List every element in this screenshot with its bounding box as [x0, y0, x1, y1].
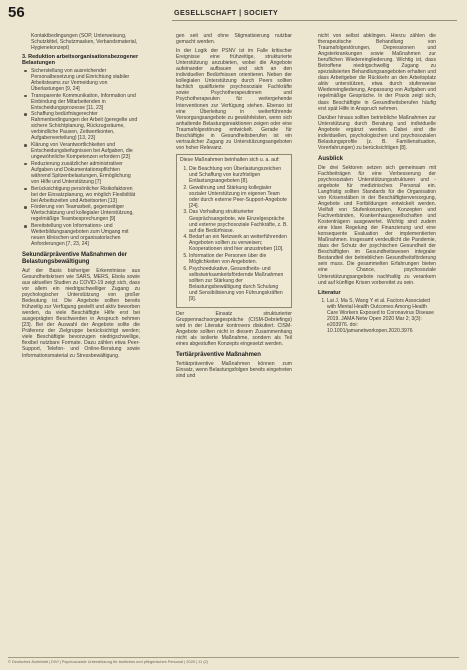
paragraph: Der Einsatz strukturierter Gruppennachsorgegespräche (CISM-Debriefings) wird in der Literatur kontrovers diskutiert. CISM-Angebote sollten nicht in diesem Zusammenhang nicht als isolierte Maßnahme, sondern als Teil eines abgestuften Konzepts eingesetzt werden. — [176, 310, 292, 348]
paragraph: Die drei Sektoren setzen sich gemeinsam mit Fachbeiträgen für eine Verbesserung der psychosozialen Unterstützungsstrukturen und -angebote für medizinisches Personal ein. Langfristig sollten Standards für die Organisation von Krisenstäben in der Beschäftigtenversorgung, Angebote und Fortbildungen entwickelt werden. Vielfalt von Stufenkonzepten, Konzepten und Fachverbänden, Krankenhausgesellschaften und Kostenträgern ausgewertet. Wichtig sind zudem eine klare Regelung der Finanzierung und eine konsequente Evaluation der implementierten Maßnahmen. Insgesamt verdeutlicht die Pandemie, dass der Schutz der psychischen Gesundheit der Beschäftigten im Gesundheitswesen integraler Bestandteil der betrieblichen Gesundheitsförderung sein muss. Die gesammelten Erfahrungen bieten eine Chance, psychosoziale Unterstützungsangebote nachhaltig zu verankern und auf künftige Krisen vorbereitet zu sein. — [318, 164, 436, 286]
heading-tertiary-prevention: Tertiärpräventive Maßnahmen — [176, 352, 261, 359]
list-item: Transparente Kommunikation, Information und Einbindung der Mitarbeitenden in Entscheidungsprozesse [11, 23] — [31, 93, 140, 111]
measures-box — [176, 154, 292, 308]
list-item: Kontaktbedingungen (SOP, Unterweisung, Schutzkittel, Schutzmasken, Verbandsmaterial, Hygienekonzept) — [31, 33, 138, 52]
measures-list — [180, 166, 288, 302]
list-item: Klärung von Verantwortlichkeiten und Entscheidungsbefugnissen bei Aufgaben, die ungewöhnliche Kompetenzen erfordern [23] — [31, 142, 140, 160]
list-item: Berücksichtigung persönlicher Risikofaktoren bei der Einsatzplanung, wo möglich Flexibilität bei Arbeitszeiten und Arbeitsorten [13] — [31, 186, 140, 204]
section-title: GESELLSCHAFT | SOCIETY — [174, 8, 279, 17]
column-middle — [176, 33, 292, 655]
list-item: 6. Psychoedukative, Gesundheits- und selbstwirksamkeitsfördernde Maßnahmen sollten zur Stärkung der Belastungsbewältigung durch Schulung und Sensibilisierung von Führungskräften [9]. — [189, 266, 288, 302]
paragraph: In der Logik der PSNV ist im Falle kritischer Ereignisse eine frühzeitige, strukturierte Unterstützung anzubieten, wobei die Angebote aufeinander aufbauen und sich an den individuellen Bedürfnissen orientieren. Neben der kollegialen Unterstützung durch Peers sollten fachlich qualifizierte psychosoziale Fachkräfte sowie Psychotherapeutinnen und Psychotherapeuten für weitergehende Interventionen zur Verfügung stehen. Ebenso ist eine Überleitung in weiterführende Versorgungsangebote zu gewährleisten, wenn sich anhaltende Belastungsreaktionen zeigen oder eine Traumafolgestörung entwickelt. Gerade für Beschäftigte in Gesundheitsberufen ist ein vertraulicher Zugang zu Unterstützungsangeboten von hoher Relevanz. — [176, 48, 292, 151]
literature-list — [318, 298, 436, 334]
list-item: Reduzierung zusätzlicher administrativer Aufgaben und Dokumentationspflichten während Spitzenbelastungen, Ermöglichung von Hilfe und Unterstützung [7] — [31, 161, 140, 185]
list-item: Förderung von Teamarbeit, gegenseitiger Wertschätzung und kollegialer Unterstützung, regelmäßige Teambesprechungen [9] — [31, 204, 140, 222]
organisation-list — [22, 68, 140, 248]
paragraph: Auf der Basis bisheriger Erkenntnisse aus Gesundheitskrisen wie SARS, MERS, Ebola sowie aus aktuellen Studien zu COVID-19 zeigt sich, dass vor allem ein niedrigschwelliger Zugang zu psychologischer Unterstützung von großer Bedeutung ist. Die Angebote sollten bereits frühzeitig zur Verfügung gestellt und aktiv beworben werden, da viele Beschäftigte Hilfe erst bei ausgeprägten Beschwerden in Anspruch nehmen [23]. Bei der Auswahl der Angebote sollte die Präferenz der Zielgruppe berücksichtigt werden; viele Beschäftigte bevorzugen niedrigschwellige, flexibel nutzbare Formate. Dazu zählen etwa Peer-Support, Telefon- und Online-Beratung sowie Informationsmaterial zu Stressbewältigung. — [22, 267, 140, 359]
list-item: Schaffung bedürfnisgerechter Rahmenbedingungen der Arbeit (geregelte und sichere Schichtplanung, Rückzugsräume, verbindliche Pausen, Zeitwertkonten, Aufgabenverteilung) [13, 23] — [31, 111, 140, 141]
list-item: 4. Bedarf an ein Netzwerk an weiterführenden Angeboten sollten zu verweisen; Kooperationen sind hier anzustreben [10]. — [189, 234, 288, 252]
literature-heading: Literatur — [318, 289, 341, 296]
reference-item: 1. Lai J, Ma S, Wang Y et al. Factors Associated with Mental Health Outcomes Among Health Care Workers Exposed to Coronavirus Disease 2019. JAMA Netw Open 2020 Mar 2; 3(3): e203976. doi: 10.1001/jamanetworkopen.2020.3976 — [327, 298, 436, 334]
list-item: 3. Das Vorhaltung strukturierter Gesprächsangebote, wie Einzelgespräche und externe psychosoziale Fachkräfte, z. B. auf die Bedürfnisse. — [189, 209, 288, 233]
list-item: 5. Information der Personen über die Möglichkeiten von Angeboten. — [189, 253, 288, 265]
page-footer: © Deutsches Ärzteblatt | DIVI | Psychosoziale Unterstützung für ärztliches und pflegerisches Personal | 2020 | 11 (2) — [8, 657, 459, 664]
column-left — [22, 33, 140, 655]
list-item: 2. Gewährung und Stärkung kollegialer sozialer Unterstützung im eigenen Team oder durch externe Peer-Support-Angebote [24]. — [189, 185, 288, 209]
paragraph: gen seit und ohne Stigmatisierung nutzbar gemacht werden. — [176, 33, 292, 46]
heading-secondary-prevention: Sekundärpräventive Maßnahmen der Belastungsbewältigung — [22, 252, 128, 266]
paragraph: Darüber hinaus sollten betriebliche Maßnahmen zur Unterstützung durch Beratung und individuelle Angebote ergänzt werden. Dabei sind die individuellen, psychologischen und psychosozialen Belastungsprofile (z. B. Familiensituation, Vorerfahrungen) zu berücksichtigen [8]. — [318, 114, 436, 151]
header-rule — [172, 20, 457, 21]
column-right — [318, 33, 436, 655]
heading-organisation: 3. Reduktion arbeitsorganisationsbezogener Belastungen — [22, 54, 139, 67]
list-item: Sicherstellung von ausreichender Personalbesetzung und Einrichtung stabiler Arbeitsteams zur Vermeidung von Überlastungen [9, 24] — [31, 68, 140, 92]
paragraph: Diese Maßnahmen beinhalten sich u. a. auf: — [180, 156, 280, 163]
paragraph: Tertiärpräventive Maßnahmen können zum Einsatz, wenn Belastungsfolgen bereits eingetreten sind und — [176, 361, 292, 380]
paragraph: nicht von selbst abklingen. Hierzu zählen die therapeutische Behandlung von Traumafolgestörungen, Depressionen und Angsterkrankungen sowie Maßnahmen zur beruflichen Wiedereingliederung. Wichtig ist, dass Betroffene niedrigschwellig Zugang zu spezialisierten Behandlungsangeboten erhalten und dass Arbeitgeber die Rückkehr an den Arbeitsplatz aktiv unterstützen, etwa durch stufenweise Wiedereingliederung, Anpassung von Aufgaben und regelmäßige Gespräche. In der Praxis zeigt sich, dass Beschäftigte in Gesundheitsberufen häufig erst spät Hilfe in Anspruch nehmen. — [318, 33, 436, 112]
list-item: Bereitstellung von Informations- und Weiterbildungsangeboten zum Umgang mit neuen klinischen und organisatorischen Anforderungen [7, 23, 24] — [31, 223, 140, 247]
list-item: 1. Die Beachtung von Überlastungszeichen und Schaffung von kurzfristigen Entlastungsangeboten [8]. — [189, 166, 288, 184]
intro-list — [22, 33, 140, 51]
page-number: 56 — [8, 4, 25, 21]
heading-outlook: Ausblick — [318, 155, 344, 162]
